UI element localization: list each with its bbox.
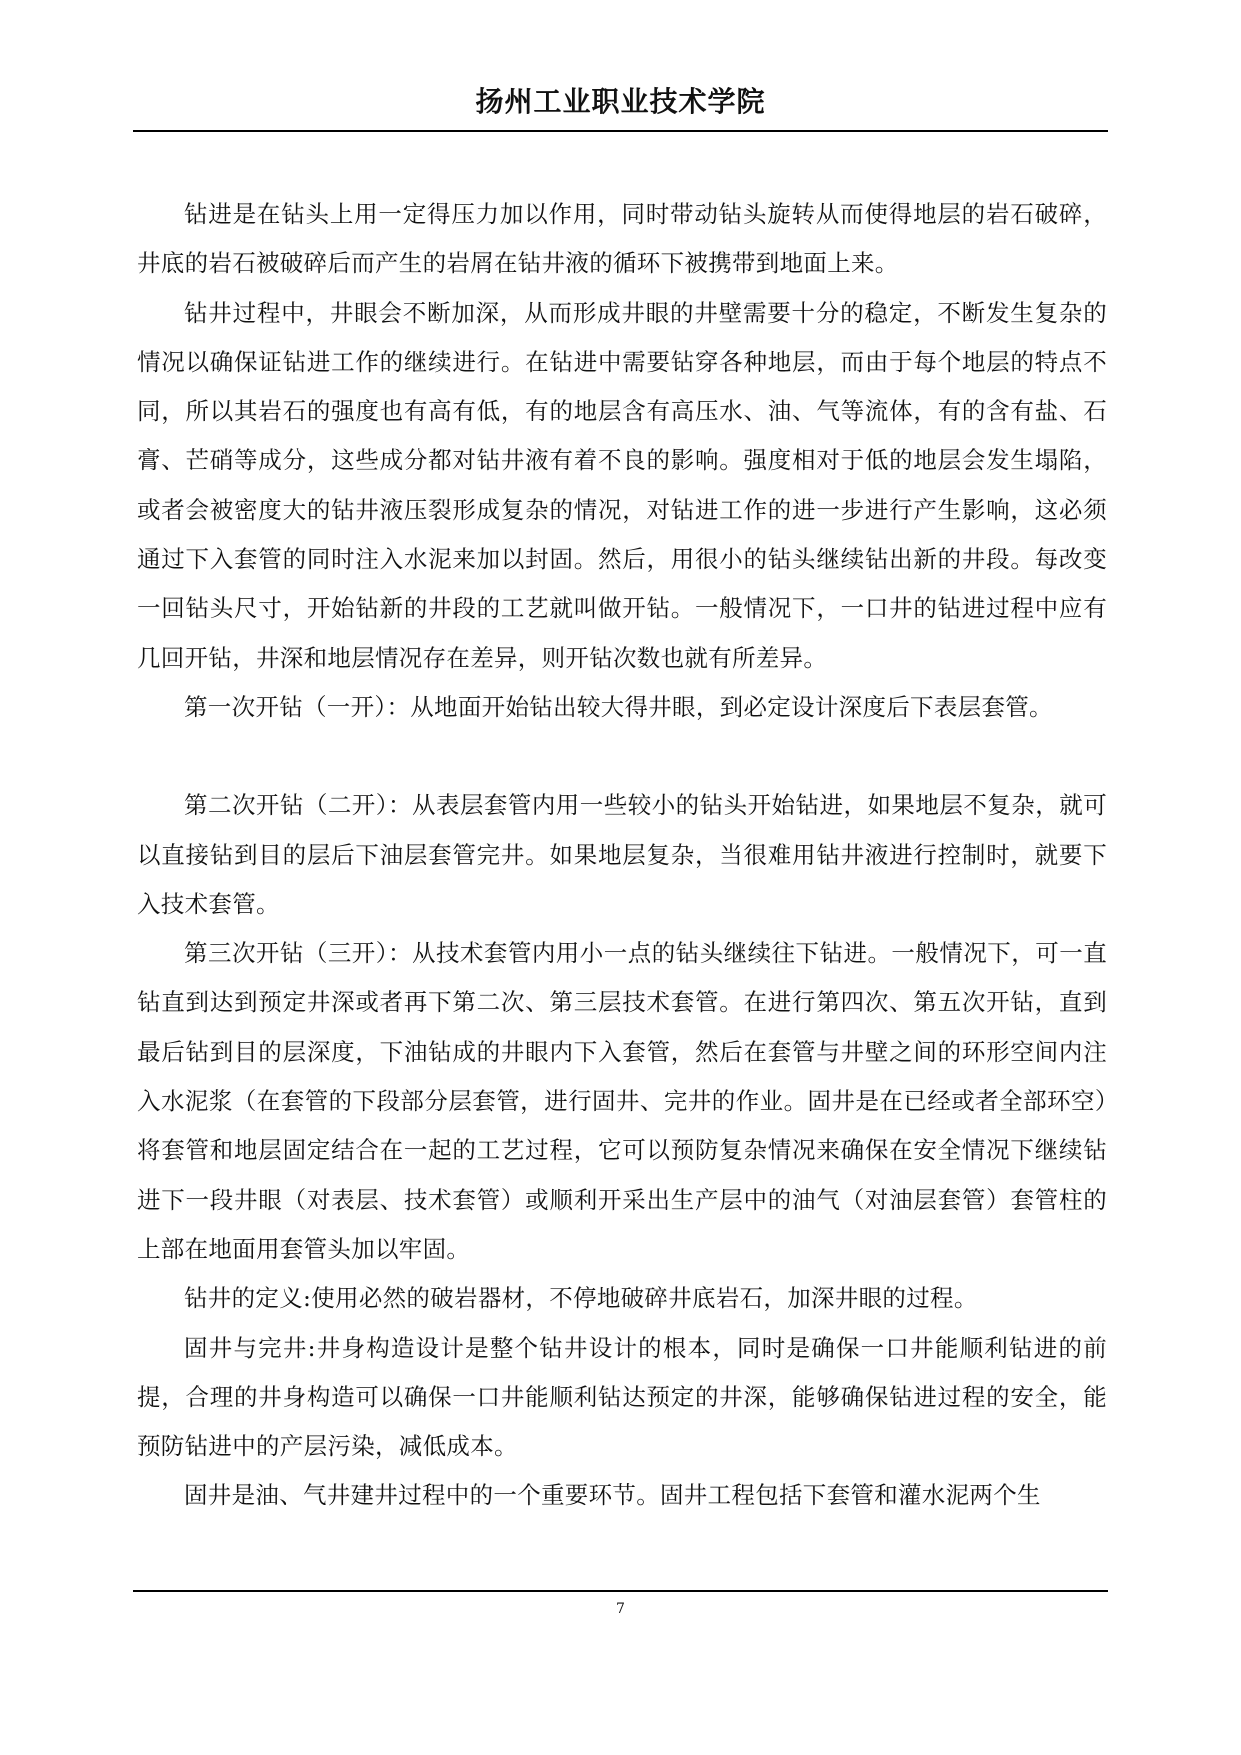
paragraph: 第三次开钻（三开）：从技术套管内用小一点的钻头继续往下钻进。一般情况下，可一直钻直到达到预定井深或者再下第二次、第三层技术套管。在进行第四次、第五次开钻，直到最后钻到目的层深度，下油钻成的井眼内下入套管，然后在套管与井壁之间的环形空间内注入水泥浆（在套管的下段部分层套管，进行固井、完井的作业。固井是在已经或者全部环空）将套管和地层固定结合在一起的工艺过程，它可以预防复杂情况来确保在安全情况下继续钻进下一段井眼（对表层、技术套管）或顺利开采出生产层中的油气（对油层套管）套管柱的上部在地面用套管头加以牢固。 (137, 939, 1107, 1263)
paragraph: 钻进是在钻头上用一定得压力加以作用，同时带动钻头旋转从而使得地层的岩石破碎，井底的岩石被破碎后而产生的岩屑在钻井液的循环下被携带到地面上来。 (137, 200, 1107, 278)
paragraph: 钻井过程中，井眼会不断加深，从而形成井眼的井壁需要十分的稳定，不断发生复杂的情况以确保证钻进工作的继续进行。在钻进中需要钻穿各种地层，而由于每个地层的特点不同，所以其岩石的强度也有高有低，有的地层含有高压水、油、气等流体，有的含有盐、石膏、芒硝等成分，这些成分都对钻井液有着不良的影响。强度相对于低的地层会发生塌陷，或者会被密度大的钻井液压裂形成复杂的情况，对钻进工作的进一步进行产生影响，这必须通过下入套管的同时注入水泥来加以封固。然后，用很小的钻头继续钻出新的井段。每改变一回钻头尺寸，开始钻新的井段的工艺就叫做开钻。一般情况下，一口井的钻进过程中应有几回开钻，井深和地层情况存在差异，则开钻次数也就有所差异。 (137, 298, 1107, 672)
page-footer (133, 1590, 1108, 1618)
paragraph: 第二次开钻（二开）：从表层套管内用一些较小的钻头开始钻进，如果地层不复杂，就可以直接钻到目的层后下油层套管完井。如果地层复杂，当很难用钻井液进行控制时，就要下入技术套管。 (137, 791, 1107, 918)
document-body (137, 190, 1107, 1521)
paragraph: 第一次开钻（一开）：从地面开始钻出较大得井眼，到必定设计深度后下表层套管。 (184, 692, 1053, 721)
page-number: 7 (616, 1601, 625, 1617)
page-header (133, 82, 1108, 132)
paragraph: 钻井的定义:使用必然的破岩器材，不停地破碎井底岩石，加深井眼的过程。 (184, 1284, 978, 1313)
page-header-title: 扬州工业职业技术学院 (475, 85, 766, 118)
paragraph: 固井是油、气井建井过程中的一个重要环节。固井工程包括下套管和灌水泥两个生 (184, 1481, 1041, 1510)
paragraph: 固井与完井:井身构造设计是整个钻井设计的根本，同时是确保一口井能顺利钻进的前提，合理的井身构造可以确保一口井能顺利钻达预定的井深，能够确保钻进过程的安全，能预防钻进中的产层污染，减低成本。 (137, 1333, 1107, 1461)
